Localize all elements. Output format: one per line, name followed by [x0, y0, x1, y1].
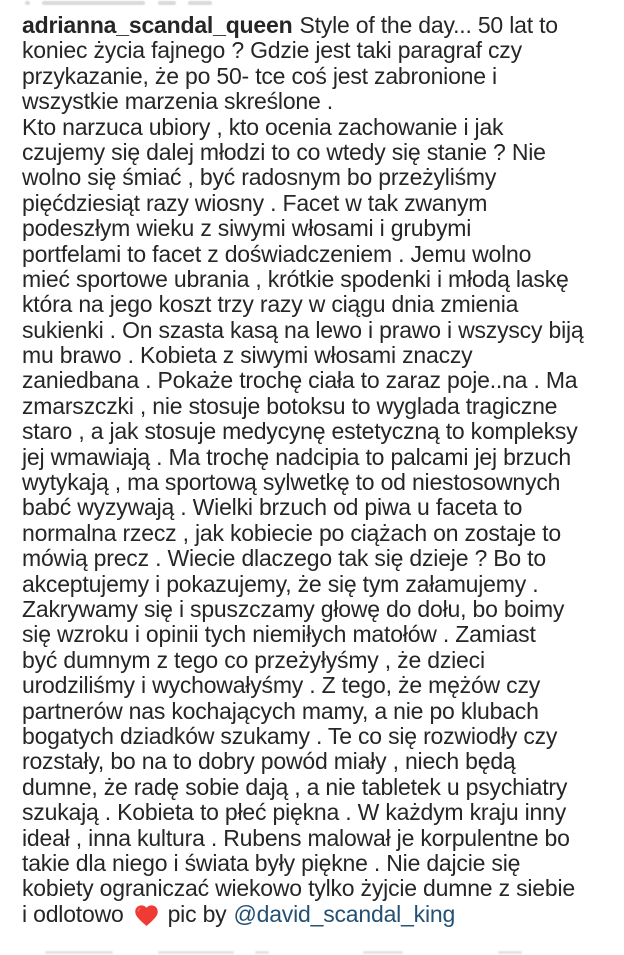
- caption-line: wytykają , ma sportową sylwetkę to od niestosownych: [22, 469, 561, 496]
- caption-line: akceptujemy i pokazujemy, że się tym załamujemy .: [22, 570, 539, 597]
- caption-line: czujemy się dalej młodzi to co wtedy się stanie ? Nie: [22, 138, 546, 165]
- caption-line: się wzroku i opinii tych niemiłych matołów . Zamiast: [22, 621, 536, 648]
- caption-line: staro , a jak stosuje medycynę estetyczną to kompleksy: [22, 418, 578, 445]
- caption-line: mówią precz . Wiecie dlaczego tak się dzieje ? Bo to: [22, 545, 546, 572]
- mention-link[interactable]: @david_scandal_king: [233, 900, 456, 927]
- caption-line: urodziliśmy i wychowałyśmy . Z tego, że mężów czy: [22, 672, 541, 699]
- caption-line: sukienki . On szasta kasą na lewo i prawo i wszyscy biją: [22, 316, 584, 343]
- caption-line: zmarszczki , nie stosuje botoksu to wyglada tragiczne: [22, 392, 558, 419]
- caption-line: wszystkie marzenia skreślone .: [22, 88, 333, 115]
- caption-line: rozstały, bo na to dobry powód miały , niech będą: [22, 748, 516, 775]
- cropped-text-top: [0, 0, 624, 8]
- caption-line: mieć sportowe ubrania , krótkie spodenki i młodą laskę: [22, 265, 569, 292]
- red-heart-emoji-icon: [133, 902, 160, 929]
- caption-line: która na jego koszt trzy razy w ciągu dnia zmienia: [22, 291, 519, 318]
- caption-line: portfelami to facet z doświadczeniem . Jemu wolno: [22, 240, 532, 267]
- pic-by-text: pic by: [167, 900, 227, 927]
- caption-line: szukają . Kobieta to płeć piękna . W każdym kraju inny: [22, 799, 567, 826]
- caption-line: jej wmawiają . Ma trochę nadcipia to palcami jej brzuch: [22, 443, 571, 470]
- caption-line: dumne, że radę sobie dają , a nie tabletek u psychiatry: [22, 773, 568, 800]
- cropped-text-bottom: [0, 947, 624, 955]
- caption-lines: [22, 38, 606, 901]
- caption-line: przykazanie, że po 50- tce coś jest zabronione i: [22, 62, 497, 89]
- caption-first-line-text: Style of the day... 50 lat to: [299, 12, 558, 38]
- caption-line: pięćdziesiąt razy wiosny . Facet w tak zwanym: [22, 189, 488, 216]
- caption-last-line-text: i odlotowo: [22, 900, 124, 927]
- caption-line: kobiety ograniczać wiekowo tylko żyjcie dumne z siebie: [22, 875, 575, 902]
- caption-line: wolno się śmiać , być radosnym bo przeżyliśmy: [22, 164, 497, 191]
- caption-line: ideał , inna kultura . Rubens malował je korpulentne bo: [22, 824, 570, 851]
- caption-first-line: [22, 13, 606, 38]
- caption-line: takie dla niego i świata były piękne . Nie dajcie się: [22, 849, 521, 876]
- caption-line: bogatych dziadków szukamy . Te co się rozwiodły czy: [22, 722, 558, 749]
- caption-last-line: [22, 902, 606, 927]
- caption-line: Zakrywamy się i spuszczamy głowę do dołu, bo boimy: [22, 595, 565, 622]
- caption-line: partnerów nas kochających mamy, a nie po klubach: [22, 697, 539, 724]
- caption-line: babć wyzywają . Wielki brzuch od piwa u faceta to: [22, 494, 523, 521]
- caption-line: zaniedbana . Pokaże trochę ciała to zaraz poje..na . Ma: [22, 367, 578, 394]
- username-link[interactable]: adrianna_scandal_queen: [22, 12, 293, 38]
- caption-line: mu brawo . Kobieta z siwymi włosami znaczy: [22, 342, 473, 369]
- caption-line: być dumnym z tego co przeżyłyśmy , że dzieci: [22, 646, 485, 673]
- caption-line: koniec życia fajnego ? Gdzie jest taki paragraf czy: [22, 37, 522, 64]
- caption-line: Kto narzuca ubiory , kto ocenia zachowanie i jak: [22, 113, 504, 140]
- caption-line: podeszłym wieku z siwymi włosami i grubymi: [22, 215, 472, 242]
- caption-block: [22, 13, 606, 927]
- caption-line: normalna rzecz , jak kobiecie po ciążach on zostaje to: [22, 519, 561, 546]
